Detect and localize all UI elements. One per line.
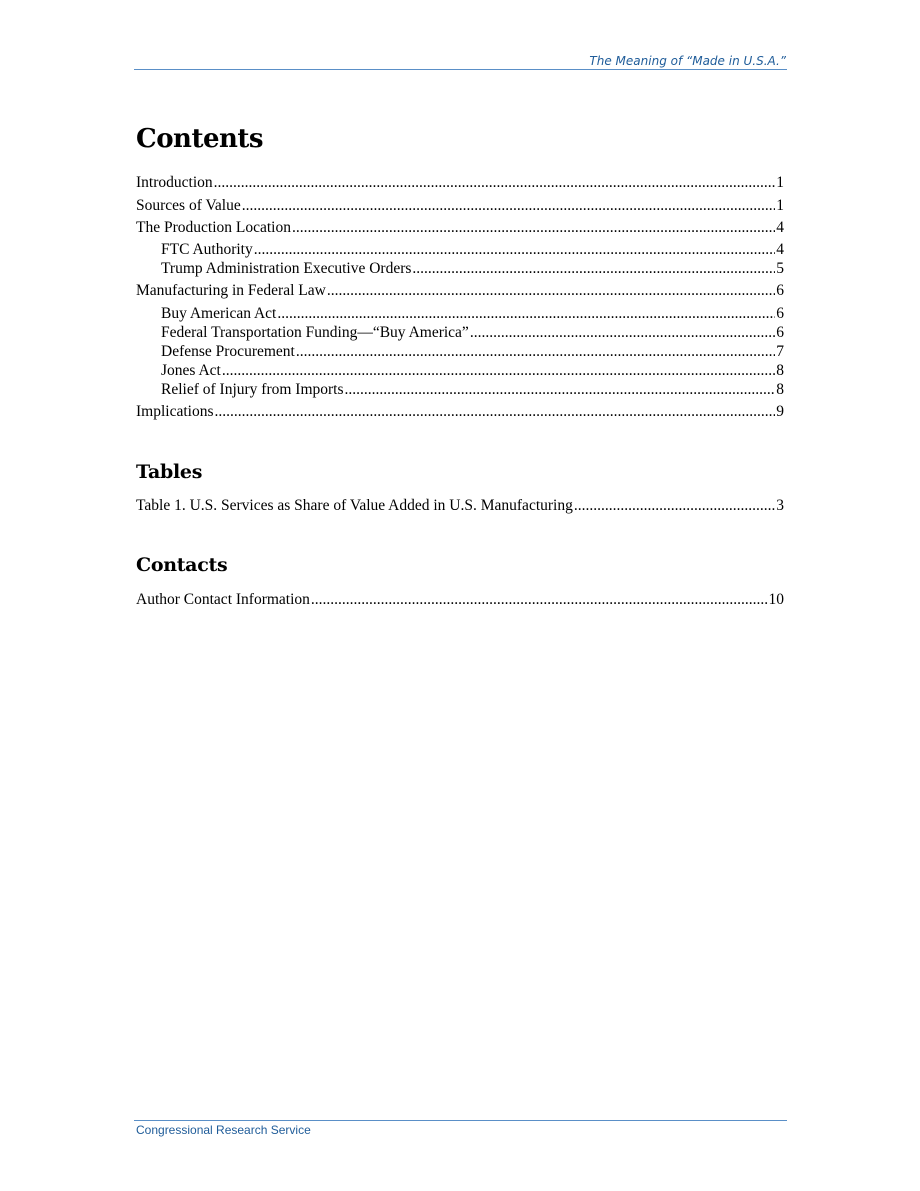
toc-entry-relief-of-injury[interactable]: [136, 380, 784, 399]
toc-entry-label: Jones Act: [161, 361, 221, 379]
toc-entry-introduction[interactable]: [136, 172, 784, 195]
toc-dot-leader: [327, 278, 775, 304]
contacts-heading: Contacts: [136, 554, 228, 576]
tables-heading: Tables: [136, 461, 203, 483]
toc-entry-implications[interactable]: [136, 399, 784, 424]
toc-entry-label: Introduction: [136, 174, 213, 191]
toc-page-number: 9: [776, 402, 784, 420]
footer-divider: [134, 1120, 787, 1121]
toc-dot-leader: [311, 589, 768, 612]
header-divider: [134, 69, 787, 70]
contents-heading: Contents: [136, 124, 264, 154]
toc-page-number: 8: [776, 380, 784, 398]
toc-entry-defense-procurement[interactable]: [136, 342, 784, 361]
toc-entry-executive-orders[interactable]: [136, 259, 784, 278]
contacts-list: [136, 589, 784, 612]
toc-entry-author-contact[interactable]: [136, 589, 784, 612]
toc-page-number: 6: [776, 323, 784, 341]
toc-entry-label: Table 1. U.S. Services as Share of Value Added in U.S. Manufacturing: [136, 497, 573, 514]
toc-entry-label: Defense Procurement: [161, 342, 295, 360]
toc-page-number: 6: [776, 281, 784, 299]
toc-entry-label: Manufacturing in Federal Law: [136, 281, 326, 299]
toc-page-number: 5: [776, 259, 784, 277]
toc-dot-leader: [574, 495, 775, 518]
toc-page-number: 4: [776, 219, 784, 236]
toc-dot-leader: [470, 323, 775, 342]
toc-entry-jones-act[interactable]: [136, 361, 784, 380]
running-header-title: The Meaning of “Made in U.S.A.”: [589, 54, 786, 68]
toc-entry-label: Author Contact Information: [136, 591, 310, 608]
toc-dot-leader: [214, 172, 776, 195]
toc-entry-label: Relief of Injury from Imports: [161, 380, 344, 398]
toc-entry-manufacturing-federal-law[interactable]: [136, 278, 784, 304]
toc-entry-label: Sources of Value: [136, 196, 241, 214]
toc-entry-label: The Production Location: [136, 219, 291, 236]
toc-dot-leader: [242, 195, 776, 218]
toc-page-number: 10: [768, 591, 784, 608]
toc-dot-leader: [222, 361, 775, 380]
toc-entry-label: Buy American Act: [161, 304, 277, 322]
toc-page-number: 1: [776, 174, 784, 191]
toc-dot-leader: [292, 217, 775, 240]
toc-dot-leader: [345, 380, 776, 399]
toc-entry-buy-american-act[interactable]: [136, 304, 784, 323]
toc-dot-leader: [254, 240, 776, 259]
toc-entry-label: Federal Transportation Funding—“Buy America”: [161, 323, 469, 341]
toc-page-number: 4: [776, 240, 784, 258]
toc-entry-label: Trump Administration Executive Orders: [161, 259, 412, 277]
toc-page-number: 6: [776, 304, 784, 322]
contents-list: [136, 172, 784, 424]
toc-page-number: 7: [776, 342, 784, 360]
tables-list: [136, 495, 784, 518]
toc-dot-leader: [277, 304, 775, 323]
toc-dot-leader: [215, 399, 776, 424]
toc-entry-production-location[interactable]: [136, 217, 784, 240]
toc-entry-label: FTC Authority: [161, 240, 253, 258]
toc-dot-leader: [296, 342, 775, 361]
toc-entry-ftc-authority[interactable]: [136, 240, 784, 259]
toc-entry-sources-of-value[interactable]: [136, 195, 784, 218]
toc-entry-transportation-funding[interactable]: [136, 323, 784, 342]
toc-entry-label: Implications: [136, 402, 214, 420]
toc-page-number: 1: [776, 196, 784, 214]
toc-page-number: 3: [776, 497, 784, 514]
toc-entry-table-1[interactable]: [136, 495, 784, 518]
toc-dot-leader: [412, 259, 775, 278]
toc-page-number: 8: [776, 361, 784, 379]
footer-organization: Congressional Research Service: [136, 1123, 311, 1137]
